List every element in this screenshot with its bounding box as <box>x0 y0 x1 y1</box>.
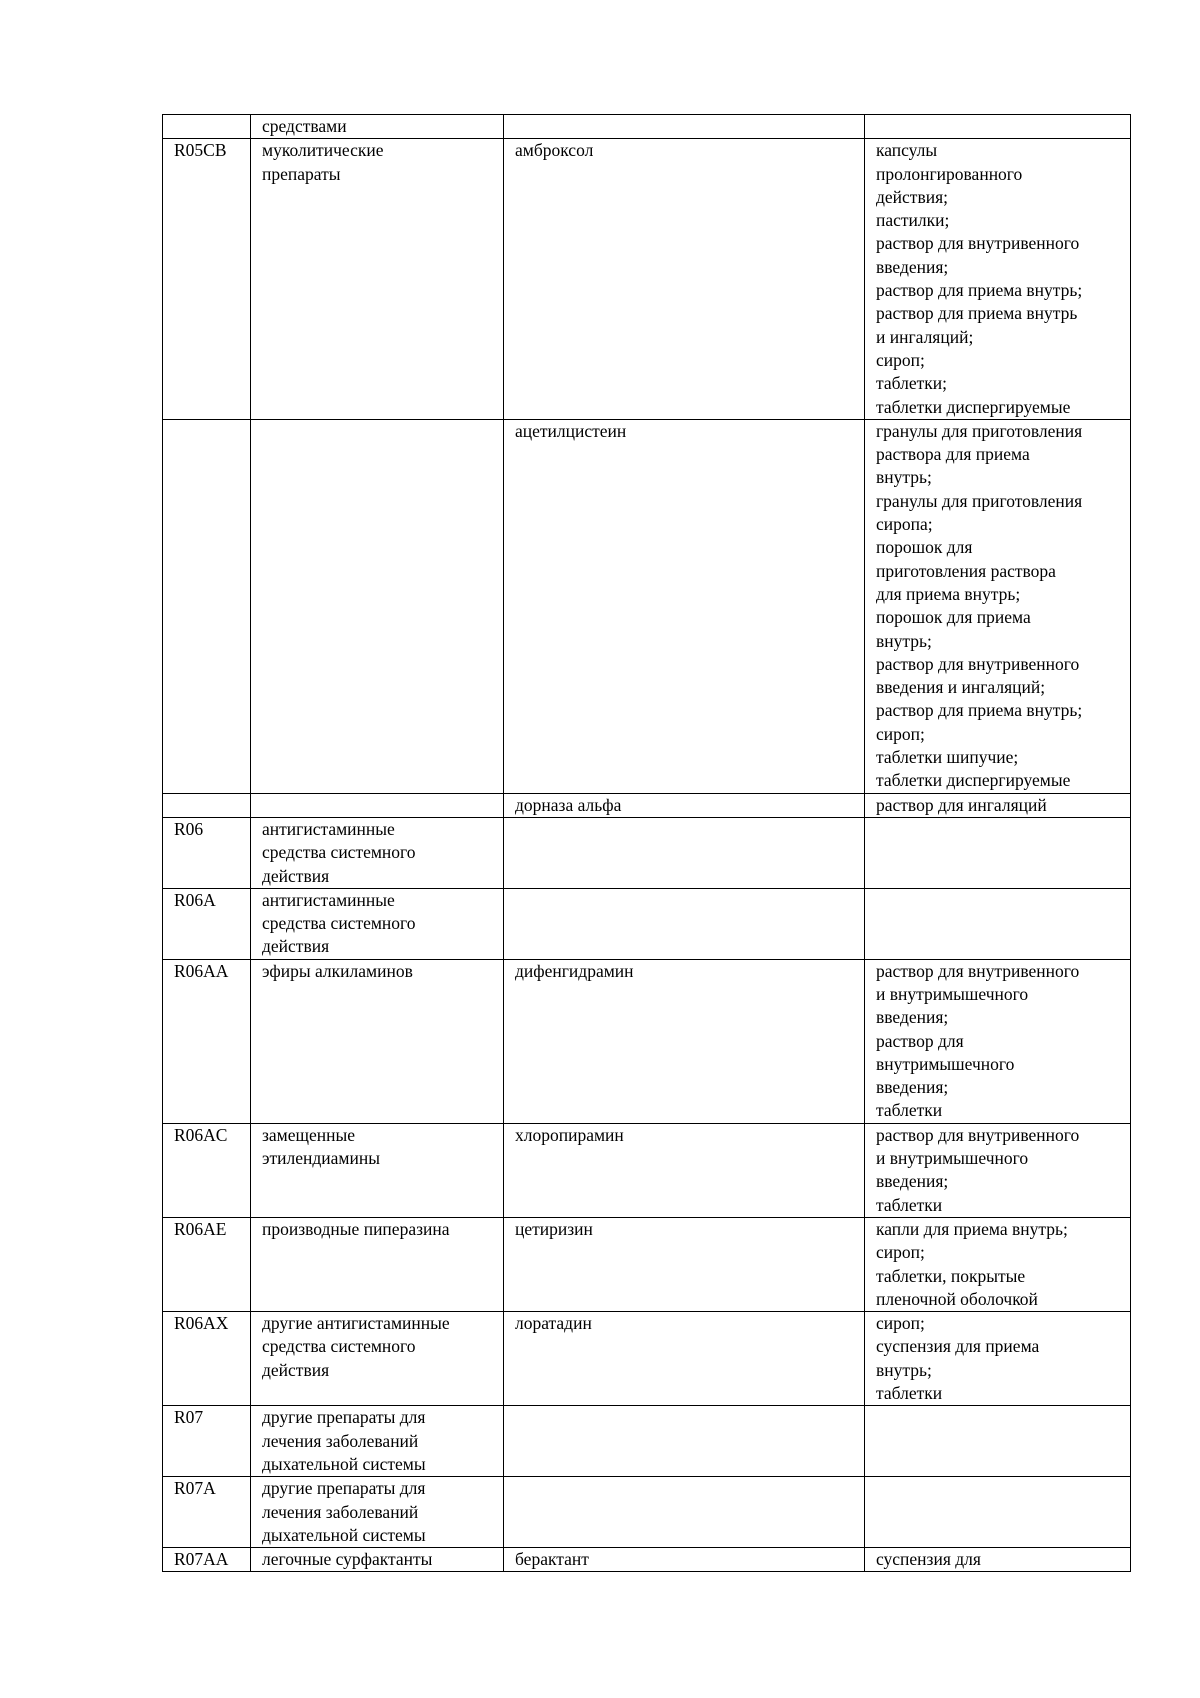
dosage-form-cell <box>865 1312 1131 1406</box>
table-row <box>163 115 1131 139</box>
table-row <box>163 139 1131 420</box>
drug-name-line: лоратадин <box>515 1313 592 1334</box>
drug-name-line: хлоропирамин <box>515 1124 624 1145</box>
atc-group-line: средствами <box>262 116 347 136</box>
atc-code-cell <box>163 793 251 817</box>
dosage-form-line: раствор для приема внутрь <box>876 303 1078 324</box>
drug-name-cell <box>504 793 865 817</box>
drug-table <box>162 114 1131 1572</box>
dosage-form-line: сироп; <box>876 723 925 744</box>
atc-code-cell <box>163 1477 251 1548</box>
atc-group-line: действия <box>262 865 330 886</box>
atc-code: R06 <box>174 818 204 839</box>
dosage-form-cell <box>865 1217 1131 1311</box>
dosage-form-line: капсулы <box>876 140 938 161</box>
dosage-form-line: таблетки <box>876 1194 943 1215</box>
dosage-form-line: введения; <box>876 1171 949 1192</box>
atc-group-cell <box>251 1217 504 1311</box>
table-row <box>163 1312 1131 1406</box>
drug-name-cell <box>504 139 865 420</box>
atc-group-line: антигистаминные <box>262 889 395 910</box>
atc-group-cell <box>251 139 504 420</box>
table-row <box>163 793 1131 817</box>
atc-group-line: средства системного <box>262 1336 416 1357</box>
dosage-form-line: сиропа; <box>876 514 933 535</box>
atc-code-cell <box>163 1548 251 1572</box>
atc-group-cell <box>251 888 504 959</box>
dosage-form-line: раствор для внутривенного <box>876 1124 1080 1145</box>
dosage-form-line: таблетки шипучие; <box>876 747 1019 768</box>
drug-name-line: цетиризин <box>515 1218 593 1239</box>
dosage-form-line: внутримышечного <box>876 1053 1015 1074</box>
dosage-form-cell <box>865 793 1131 817</box>
dosage-form-line: сироп; <box>876 1242 925 1263</box>
atc-group-line: действия <box>262 936 330 957</box>
atc-code: R06A <box>174 889 216 910</box>
atc-code-cell <box>163 1123 251 1217</box>
table-row <box>163 1548 1131 1572</box>
dosage-form-line: приготовления раствора <box>876 560 1056 581</box>
drug-name-line: дорназа альфа <box>515 794 622 815</box>
dosage-form-line: введения; <box>876 256 949 277</box>
dosage-form-line: гранулы для приготовления <box>876 490 1083 511</box>
table-row <box>163 959 1131 1123</box>
dosage-form-line: суспензия для приема <box>876 1336 1040 1357</box>
table-row <box>163 1406 1131 1477</box>
atc-group-cell <box>251 1477 504 1548</box>
dosage-form-cell <box>865 817 1131 888</box>
atc-code: R05CB <box>174 140 227 161</box>
atc-code-cell <box>163 419 251 793</box>
atc-group-cell <box>251 1123 504 1217</box>
drug-name-cell <box>504 419 865 793</box>
atc-group-line: производные пиперазина <box>262 1218 450 1239</box>
dosage-form-line: суспензия для <box>876 1549 981 1570</box>
dosage-form-line: введения и ингаляций; <box>876 677 1046 698</box>
atc-group-cell <box>251 1312 504 1406</box>
dosage-form-line: раствор для внутривенного <box>876 233 1080 254</box>
atc-group-line: средства системного <box>262 913 416 934</box>
atc-group-line: другие антигистаминные <box>262 1313 450 1334</box>
dosage-form-line: сироп; <box>876 349 925 370</box>
atc-code: R06AA <box>174 960 229 981</box>
dosage-form-cell <box>865 1406 1131 1477</box>
dosage-form-line: порошок для приема <box>876 607 1031 628</box>
dosage-form-cell <box>865 419 1131 793</box>
atc-group-line: действия <box>262 1359 330 1380</box>
atc-group-line: средства системного <box>262 842 416 863</box>
drug-name-line: ацетилцистеин <box>515 420 627 441</box>
atc-group-line: лечения заболеваний <box>262 1501 419 1522</box>
dosage-form-line: и внутримышечного <box>876 1148 1029 1169</box>
table-row <box>163 888 1131 959</box>
atc-code-cell <box>163 1406 251 1477</box>
atc-code-cell <box>163 888 251 959</box>
atc-group-line: другие препараты для <box>262 1407 426 1428</box>
dosage-form-line: раствор для <box>876 1030 964 1051</box>
table-row <box>163 419 1131 793</box>
atc-code-cell <box>163 1312 251 1406</box>
dosage-form-line: таблетки <box>876 1383 943 1404</box>
atc-group-line: эфиры алкиламинов <box>262 960 413 981</box>
dosage-form-cell <box>865 888 1131 959</box>
atc-group-cell <box>251 1406 504 1477</box>
table-row <box>163 1217 1131 1311</box>
dosage-form-line: пленочной оболочкой <box>876 1288 1038 1309</box>
dosage-form-line: таблетки, покрытые <box>876 1265 1026 1286</box>
atc-code-cell <box>163 817 251 888</box>
dosage-form-line: капли для приема внутрь; <box>876 1218 1068 1239</box>
drug-name-cell <box>504 1477 865 1548</box>
drug-name-cell <box>504 1123 865 1217</box>
drug-name-cell <box>504 817 865 888</box>
atc-group-cell <box>251 1548 504 1572</box>
atc-group-line: лечения заболеваний <box>262 1430 419 1451</box>
atc-code: R07AA <box>174 1549 229 1570</box>
atc-code: R06AX <box>174 1313 229 1334</box>
dosage-form-cell <box>865 1123 1131 1217</box>
dosage-form-cell <box>865 959 1131 1123</box>
dosage-form-line: раствор для приема внутрь; <box>876 280 1083 301</box>
dosage-form-line: введения; <box>876 1007 949 1028</box>
drug-name-cell <box>504 959 865 1123</box>
atc-group-cell <box>251 817 504 888</box>
atc-code: R06AC <box>174 1124 228 1145</box>
dosage-form-cell <box>865 115 1131 139</box>
drug-name-line: амброксол <box>515 140 594 161</box>
dosage-form-line: внутрь; <box>876 467 932 488</box>
atc-code: R07A <box>174 1478 216 1499</box>
atc-group-line: легочные сурфактанты <box>262 1549 433 1570</box>
dosage-form-line: таблетки диспергируемые <box>876 770 1071 791</box>
dosage-form-line: таблетки; <box>876 373 947 394</box>
dosage-form-line: порошок для <box>876 537 973 558</box>
table-row <box>163 817 1131 888</box>
atc-group-cell <box>251 793 504 817</box>
table-row <box>163 1123 1131 1217</box>
atc-group-line: замещенные <box>262 1124 356 1145</box>
dosage-form-line: для приема внутрь; <box>876 583 1021 604</box>
dosage-form-line: внутрь; <box>876 630 932 651</box>
dosage-form-line: пролонгированного <box>876 163 1023 184</box>
dosage-form-line: раствор для внутривенного <box>876 960 1080 981</box>
atc-group-cell <box>251 115 504 139</box>
drug-name-cell <box>504 1406 865 1477</box>
drug-name-cell <box>504 1548 865 1572</box>
atc-group-line: дыхательной системы <box>262 1524 426 1545</box>
dosage-form-line: и ингаляций; <box>876 326 974 347</box>
dosage-form-line: раствора для приема <box>876 444 1030 465</box>
table-row <box>163 1477 1131 1548</box>
atc-group-cell <box>251 419 504 793</box>
atc-code: R07 <box>174 1407 204 1428</box>
dosage-form-line: и внутримышечного <box>876 983 1029 1004</box>
drug-table-body <box>163 115 1131 1572</box>
drug-name-line: дифенгидрамин <box>515 960 634 981</box>
dosage-form-line: раствор для внутривенного <box>876 653 1080 674</box>
dosage-form-line: действия; <box>876 186 948 207</box>
atc-group-line: муколитические <box>262 140 384 161</box>
dosage-form-line: сироп; <box>876 1313 925 1334</box>
drug-name-cell <box>504 1217 865 1311</box>
dosage-form-line: раствор для ингаляций <box>876 794 1047 815</box>
dosage-form-line: введения; <box>876 1077 949 1098</box>
dosage-form-line: внутрь; <box>876 1359 932 1380</box>
atc-group-line: антигистаминные <box>262 818 395 839</box>
drug-name-cell <box>504 1312 865 1406</box>
atc-group-line: препараты <box>262 163 341 184</box>
atc-group-cell <box>251 959 504 1123</box>
dosage-form-line: таблетки диспергируемые <box>876 396 1071 417</box>
drug-name-line: берактант <box>515 1549 589 1570</box>
drug-name-cell <box>504 888 865 959</box>
drug-name-cell <box>504 115 865 139</box>
dosage-form-line: таблетки <box>876 1100 943 1121</box>
dosage-form-line: гранулы для приготовления <box>876 420 1083 441</box>
atc-code: R06AE <box>174 1218 227 1239</box>
atc-code-cell <box>163 959 251 1123</box>
atc-code-cell <box>163 1217 251 1311</box>
dosage-form-cell <box>865 139 1131 420</box>
atc-code-cell <box>163 139 251 420</box>
dosage-form-cell <box>865 1548 1131 1572</box>
atc-group-line: этилендиамины <box>262 1148 380 1169</box>
atc-group-line: другие препараты для <box>262 1478 426 1499</box>
atc-group-line: дыхательной системы <box>262 1453 426 1474</box>
atc-code-cell <box>163 115 251 139</box>
dosage-form-cell <box>865 1477 1131 1548</box>
dosage-form-line: раствор для приема внутрь; <box>876 700 1083 721</box>
dosage-form-line: пастилки; <box>876 210 950 231</box>
